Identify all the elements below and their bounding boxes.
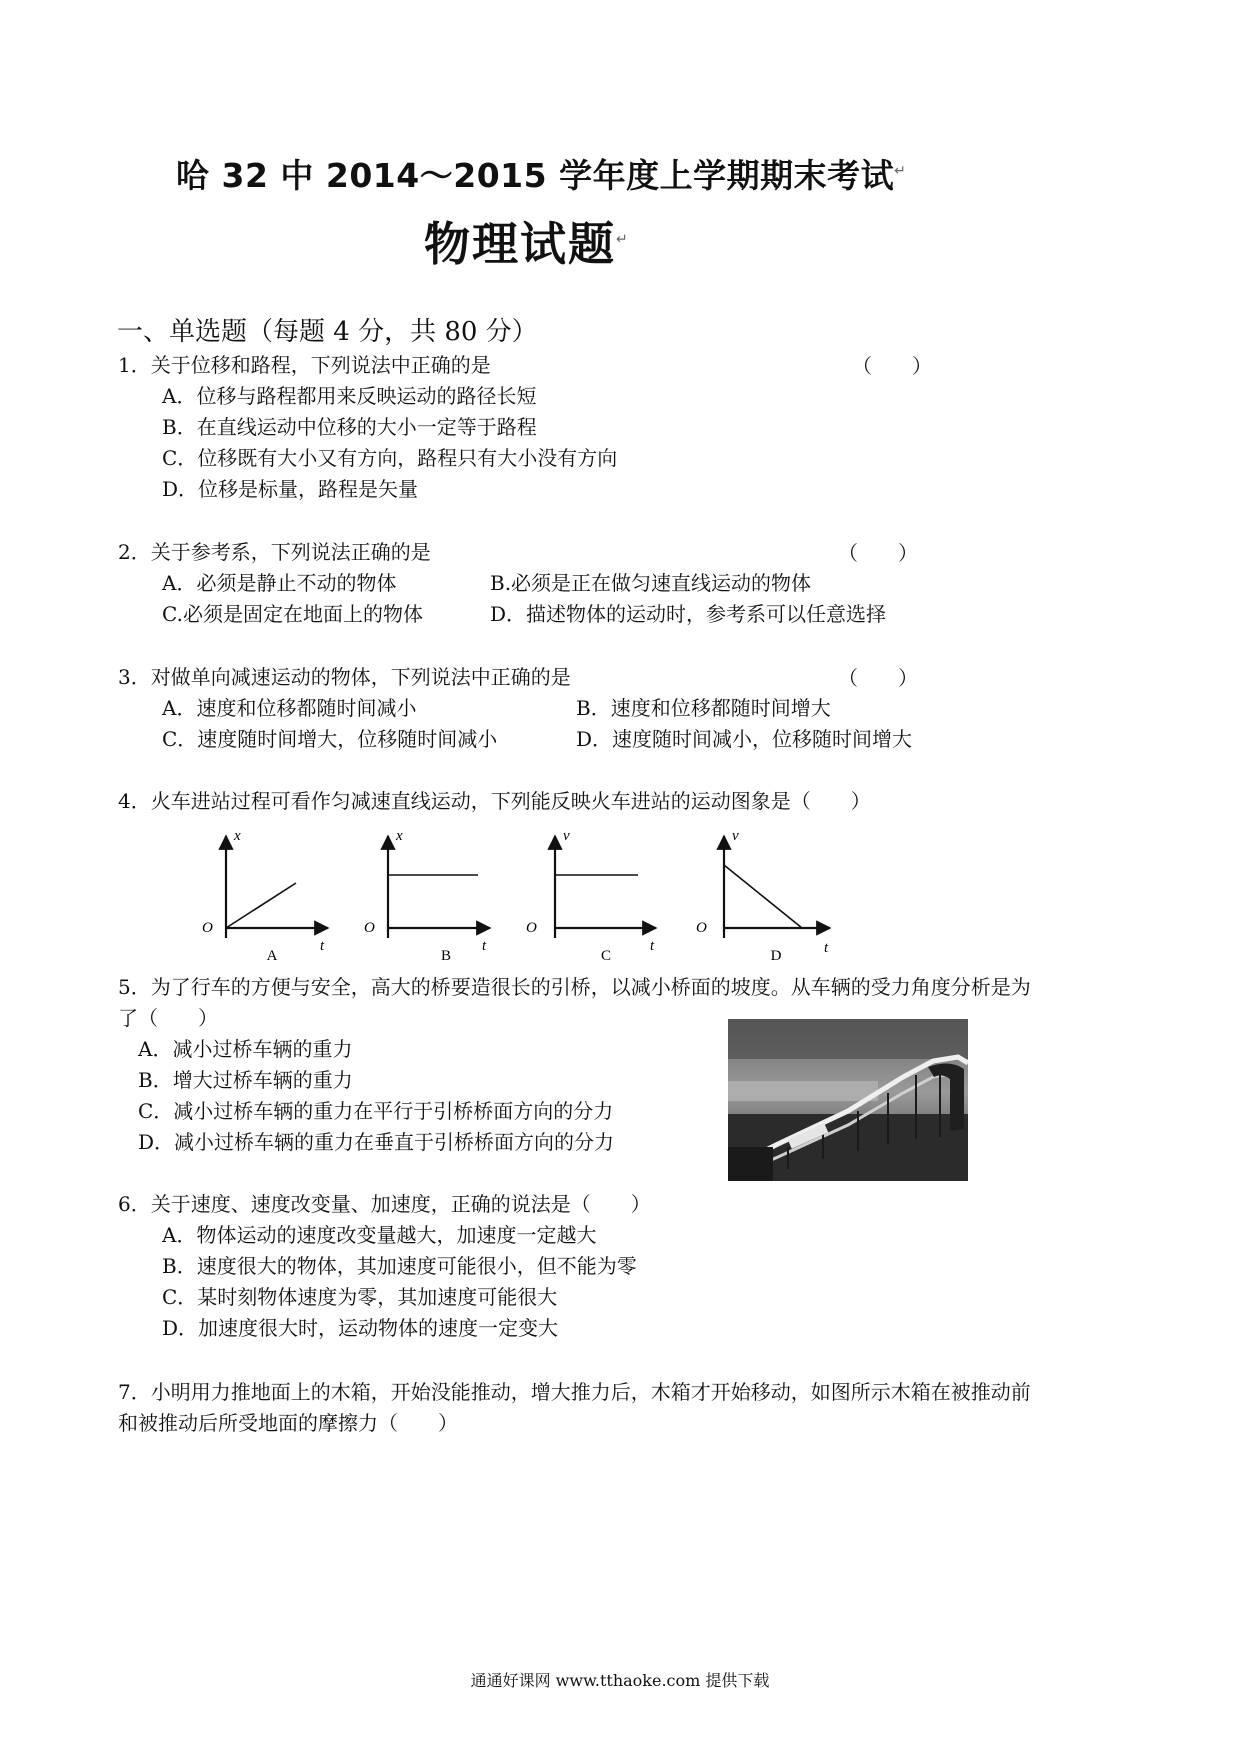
graph-d-y-label: v [732,828,739,844]
question-3-answer-blank: （ ） [838,666,918,690]
graph-c-origin: O [526,920,537,936]
question-6-option-c: C．某时刻物体速度为零，其加速度可能很大 [162,1285,558,1309]
question-1-stem: 1．关于位移和路程，下列说法中正确的是 [118,353,491,377]
graph-b-origin: O [364,920,375,936]
question-5-stem-line2: 了（ ） [118,1006,218,1030]
exam-title [176,150,906,197]
question-3-option-a: A．速度和位移都随时间减小 [162,696,417,720]
section-heading: 一、单选题（每题 4 分，共 80 分） [117,317,538,347]
bridge-photo [728,1019,968,1181]
graph-b-caption: B [440,948,452,963]
graph-c-caption: C [600,948,612,963]
question-5-option-d: D．减小过桥车辆的重力在垂直于引桥桥面方向的分力 [138,1130,615,1154]
question-5-option-a: A．减小过桥车辆的重力 [138,1037,353,1061]
graph-c-y-label: v [563,828,570,844]
question-2-option-c: C.必须是固定在地面上的物体 [162,602,423,626]
question-2-answer-blank: （ ） [838,541,918,565]
graph-d[interactable] [696,828,830,963]
graph-a-caption: A [266,948,278,963]
question-5-option-b: B．增大过桥车辆的重力 [138,1068,353,1092]
question-2-option-d: D．描述物体的运动时，参考系可以任意选择 [490,602,887,626]
question-1-option-d: D．位移是标量，路程是矢量 [162,477,419,501]
question-2-option-b: B.必须是正在做匀速直线运动的物体 [490,571,812,595]
question-2-option-a: A．必须是静止不动的物体 [162,571,397,595]
graph-d-origin: O [696,920,707,936]
question-6-stem: 6．关于速度、速度改变量、加速度，正确的说法是（ ） [118,1192,651,1216]
question-6-option-d: D．加速度很大时，运动物体的速度一定变大 [162,1316,559,1340]
question-1-option-b: B．在直线运动中位移的大小一定等于路程 [162,415,537,439]
question-1-option-a: A．位移与路程都用来反映运动的路径长短 [162,384,537,408]
question-7-stem-line2: 和被推动后所受地面的摩擦力（ ） [118,1411,458,1435]
graph-a-line [226,883,296,928]
graph-c[interactable] [526,828,656,963]
footer-credit: 通通好课网 www.tthaoke.com 提供下载 [470,1671,770,1690]
question-4-stem: 4．火车进站过程可看作匀减速直线运动，下列能反映火车进站的运动图象是（ ） [118,789,871,813]
question-7-stem-line1: 7．小明用力推地面上的木箱，开始没能推动，增大推力后，木箱才开始移动，如图所示木箱在被推动前 [118,1380,1031,1404]
question-3-option-d: D．速度随时间减小，位移随时间增大 [576,727,913,751]
graph-d-line [724,865,802,928]
question-4-graphs [190,828,850,963]
graph-d-x-label: t [824,940,829,956]
question-5-stem-line1: 5．为了行车的方便与安全，高大的桥要造很长的引桥，以减小桥面的坡度。从车辆的受力角度分析是为 [118,975,1031,999]
return-mark: ↵ [616,231,630,248]
question-2-stem: 2．关于参考系，下列说法正确的是 [118,540,431,564]
graph-d-caption: D [770,948,782,963]
question-6-option-b: B．速度很大的物体，其加速度可能很小，但不能为零 [162,1254,637,1278]
question-5-option-c: C．减小过桥车辆的重力在平行于引桥桥面方向的分力 [138,1099,614,1123]
question-3-option-c: C．速度随时间增大，位移随时间减小 [162,727,498,751]
graph-b[interactable] [364,828,490,963]
question-1-option-c: C．位移既有大小又有方向，路程只有大小没有方向 [162,446,618,470]
graph-a[interactable] [202,828,328,963]
graph-b-x-label: t [482,938,487,954]
graph-a-x-label: t [320,938,325,954]
exam-title-text: 哈 32 中 2014～2015 学年度上学期期末考试 [176,156,895,195]
question-1-answer-blank: （ ） [852,354,932,378]
question-3-stem: 3．对做单向减速运动的物体，下列说法中正确的是 [118,665,571,689]
graph-a-y-label: x [234,828,241,844]
return-mark: ↵ [894,163,907,179]
subject-title [424,208,630,274]
graph-c-x-label: t [650,938,655,954]
graph-a-origin: O [202,920,213,936]
question-6-option-a: A．物体运动的速度改变量越大，加速度一定越大 [162,1223,597,1247]
question-3-option-b: B．速度和位移都随时间增大 [576,696,831,720]
graph-b-y-label: x [396,828,403,844]
subject-title-text: 物理试题 [424,217,616,271]
